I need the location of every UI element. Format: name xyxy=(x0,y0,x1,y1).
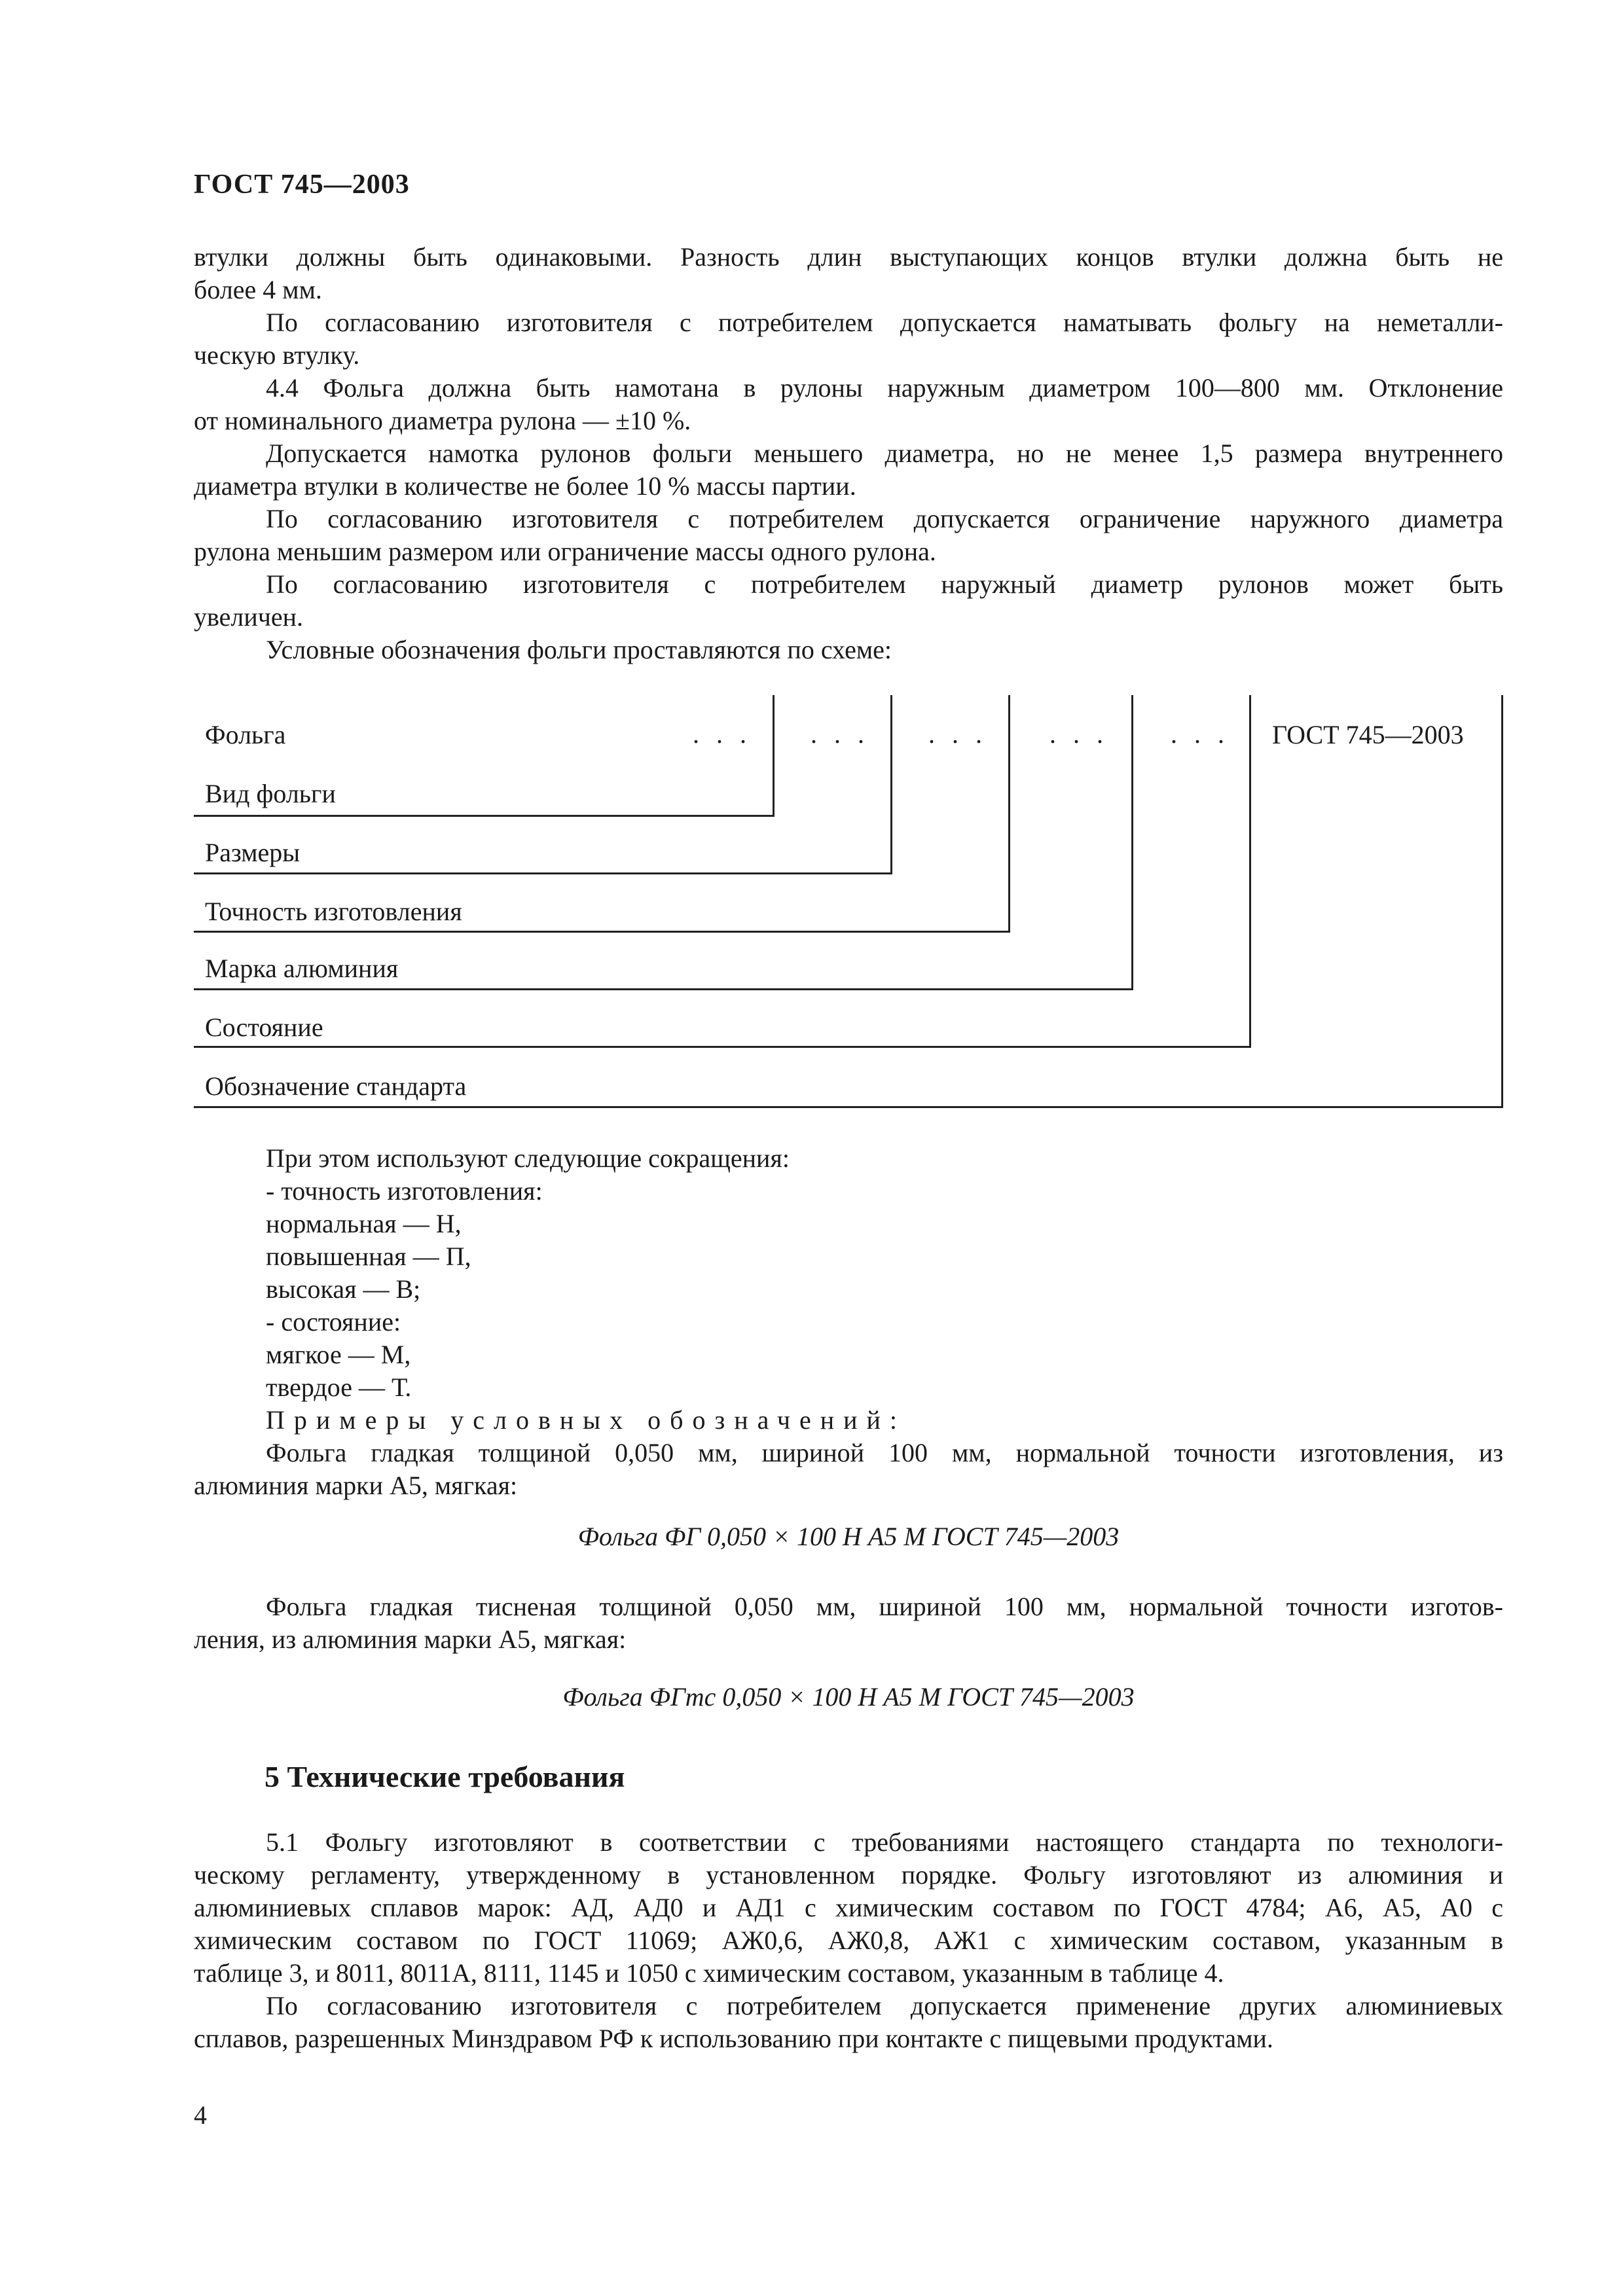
para6-line1: По согласованию изготовителя с потребителем наружный диаметр рулонов может быть xyxy=(266,569,1503,599)
scheme-label-standard: Обозначение стандарта xyxy=(205,1071,467,1101)
document-header: ГОСТ 745—2003 xyxy=(194,170,410,200)
example1-code: Фольга ФГ 0,050 × 100 Н А5 М ГОСТ 745—2003 xyxy=(577,1522,1120,1551)
example2-line2: ления, из алюминия марки А5, мягкая: xyxy=(194,1624,627,1654)
abbrev-increased: повышенная — П, xyxy=(266,1242,471,1271)
abbrev-intro: При этом используют следующие сокращения: xyxy=(266,1143,790,1173)
abbrev-soft: мягкое — М, xyxy=(266,1340,411,1369)
para4-line1: Допускается намотка рулонов фольги меньшего диаметра, но не менее 1,5 размера внутреннего xyxy=(266,439,1503,468)
example2-line1: Фольга гладкая тисненая толщиной 0,050 мм, шириной 100 мм, нормальной точности изготов- xyxy=(266,1592,1503,1621)
section5-p2-line2: сплавов, разрешенных Минздравом РФ к использованию при контакте с пищевыми продуктами. xyxy=(194,2024,1273,2053)
abbrev-normal: нормальная — Н, xyxy=(266,1209,462,1238)
scheme-vline-4 xyxy=(1131,695,1133,990)
scheme-hline-5 xyxy=(194,1046,1250,1048)
scheme-dots-5: . . . xyxy=(1171,719,1230,749)
scheme-vline-3 xyxy=(1008,695,1010,933)
para1-line2: более 4 мм. xyxy=(194,275,322,304)
scheme-hline-3 xyxy=(194,931,1010,933)
section5-p1-line3: алюминиевых сплавов марок: АД, АД0 и АД1 с химическим составом по ГОСТ 4784; А6, А5, А0 с xyxy=(194,1893,1503,1922)
para1-line1: втулки должны быть одинаковыми. Разность длин выступающих концов втулки должна быть не xyxy=(194,242,1503,272)
scheme-label-size: Размеры xyxy=(205,838,301,867)
para2-line1: По согласованию изготовителя с потребителем допускается наматывать фольгу на неметалли- xyxy=(266,308,1503,337)
para3-line2: от номинального диаметра рулона — ±10 %. xyxy=(194,406,691,435)
section5-p1-line4: химическим составом по ГОСТ 11069; АЖ0,6, АЖ0,8, АЖ1 с химическим составом, указанным в xyxy=(194,1926,1503,1955)
scheme-label-precision: Точность изготовления xyxy=(205,897,462,926)
scheme-dots-2: . . . xyxy=(811,719,869,749)
example1-line1: Фольга гладкая толщиной 0,050 мм, шириной 100 мм, нормальной точности изготовления, из xyxy=(266,1438,1503,1467)
example1-line2: алюминия марки А5, мягкая: xyxy=(194,1471,518,1500)
section5-p1-line1: 5.1 Фольгу изготовляют в соответствии с требованиями настоящего стандарта по технологи- xyxy=(266,1827,1503,1857)
section5-p1-line5: таблице 3, и 8011, 8011А, 8111, 1145 и 1050 с химическим составом, указанным в таблице 4. xyxy=(194,1958,1224,1988)
examples-title: Примеры условных обозначений: xyxy=(266,1405,907,1435)
page-number: 4 xyxy=(194,2100,207,2130)
scheme-label-foil: Фольга xyxy=(205,720,286,749)
scheme-dots-4: . . . xyxy=(1049,719,1108,749)
scheme-intro: Условные обозначения фольги проставляются по схеме: xyxy=(266,635,892,664)
scheme-label-aluminium: Марка алюминия xyxy=(205,954,399,983)
scheme-vline-2 xyxy=(890,695,892,874)
scheme-hline-4 xyxy=(194,988,1133,990)
scheme-standard: ГОСТ 745—2003 xyxy=(1272,720,1464,749)
example2-code: Фольга ФГтс 0,050 × 100 Н А5 М ГОСТ 745—2003 xyxy=(562,1682,1135,1712)
scheme-hline-6 xyxy=(194,1106,1503,1108)
scheme-dots-1: . . . xyxy=(693,719,752,749)
section5-heading: 5 Технические требования xyxy=(264,1760,625,1793)
scheme-vline-5 xyxy=(1249,695,1251,1048)
abbrev-state-title: - состояние: xyxy=(266,1307,401,1336)
para6-line2: увеличен. xyxy=(194,602,304,632)
scheme-hline-2 xyxy=(194,872,892,874)
para2-line2: ческую втулку. xyxy=(194,340,360,370)
scheme-label-type: Вид фольги xyxy=(205,779,336,808)
para5-line1: По согласованию изготовителя с потребителем допускается ограничение наружного диаметра xyxy=(266,504,1503,533)
section5-p1-line2: ческому регламенту, утвержденному в установленном порядке. Фольгу изготовляют из алюминия и xyxy=(194,1860,1503,1890)
scheme-hline-1 xyxy=(194,815,774,817)
section5-p2-line1: По согласованию изготовителя с потребителем допускается применение других алюминиевых xyxy=(266,1991,1503,2020)
scheme-vline-1 xyxy=(773,695,775,817)
para3-line1: 4.4 Фольга должна быть намотана в рулоны наружным диаметром 100—800 мм. Отклонение xyxy=(266,373,1503,403)
abbrev-hard: твердое — Т. xyxy=(266,1372,412,1402)
abbrev-high: высокая — В; xyxy=(266,1274,421,1304)
para4-line2: диаметра втулки в количестве не более 10 % массы партии. xyxy=(194,471,856,501)
scheme-label-state: Состояние xyxy=(205,1013,323,1042)
scheme-vline-6 xyxy=(1501,695,1503,1108)
scheme-dots-3: . . . xyxy=(928,719,987,749)
para5-line2: рулона меньшим размером или ограничение массы одного рулона. xyxy=(194,537,936,566)
abbrev-precision-title: - точность изготовления: xyxy=(266,1176,543,1206)
